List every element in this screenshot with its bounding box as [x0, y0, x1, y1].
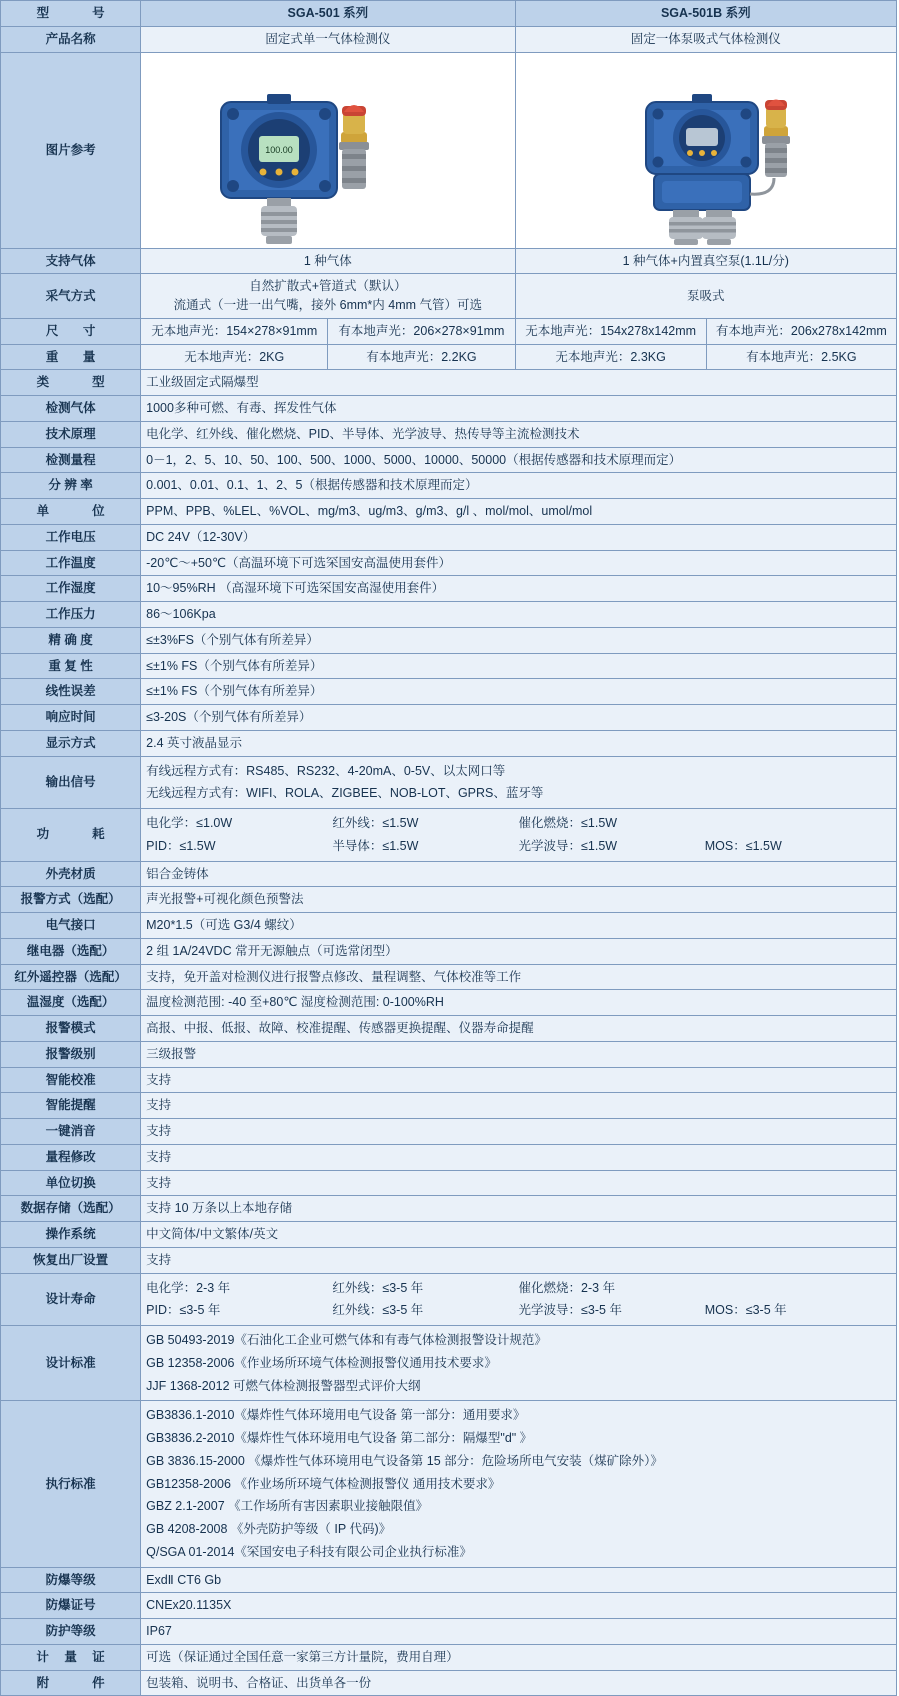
row-label-design-std: 设计标准: [1, 1326, 141, 1401]
relay-value: 2 组 1A/24VDC 常开无源触点（可选常闭型）: [141, 938, 897, 964]
type-value: 工业级固定式隔爆型: [141, 370, 897, 396]
design-std-line-0: GB 50493-2019《石油化工企业可燃气体和有毒气体检测报警设计规范》: [146, 1333, 547, 1347]
device-image-1: [141, 52, 515, 248]
row-label-shell: 外壳材质: [1, 861, 141, 887]
power-item-5: 半导体：≤1.5W: [332, 838, 419, 853]
power-item-1: 红外线：≤1.5W: [332, 816, 419, 830]
linear-value: ≤±1% FS（个别气体有所差异）: [141, 679, 897, 705]
table-row-exec-std: [1, 1401, 897, 1567]
life-item-6: 光学波导：≤3-5 年: [518, 1303, 622, 1318]
sampling-col2: 泵吸式: [515, 274, 896, 319]
sampling-col1-line1: 自然扩散式+管道式（默认）: [249, 279, 407, 294]
row-label-storage: 数据存储（选配）: [1, 1196, 141, 1222]
exec-std-line-0: GB3836.1-2010《爆炸性气体环境用电气设备 第一部分：通用要求》: [146, 1408, 526, 1423]
row-label-voltage: 工作电压: [1, 524, 141, 550]
support-gas-col1: 1 种气体: [141, 248, 515, 274]
row-label-image: 图片参考: [1, 52, 141, 248]
life-item-3: [705, 1277, 891, 1300]
reset-value: 支持: [141, 1247, 897, 1273]
table-row-temp: [1, 550, 897, 576]
table-row-power: [1, 809, 897, 862]
table-row-output: [1, 756, 897, 809]
row-label-relay: 继电器（选配）: [1, 938, 141, 964]
table-row-support-gas: [1, 248, 897, 274]
alarm-mode-value: 高报、中报、低报、故障、校准提醒、传感器更换提醒、仪器寿命提醒: [141, 1016, 897, 1042]
remote-value: 支持，免开盖对检测仪进行报警点修改、量程调整、气体校准等工作: [141, 964, 897, 990]
row-label-pressure: 工作压力: [1, 602, 141, 628]
table-row-shell: [1, 861, 897, 887]
table-row-humidity: [1, 576, 897, 602]
model-col1: SGA-501 系列: [141, 1, 515, 27]
table-row-meter-cert: [1, 1644, 897, 1670]
life-item-1: 红外线：≤3-5 年: [332, 1280, 424, 1295]
sampling-col1: [141, 274, 515, 319]
output-line1: 有线远程方式有：RS485、RS232、4-20mA、0-5V、以太网口等: [146, 763, 506, 778]
life-grid: [146, 1277, 891, 1323]
table-row-mute: [1, 1119, 897, 1145]
humidity-value: 10～95%RH （高湿环境下可选罙国安高湿使用套件）: [141, 576, 897, 602]
power-value: [141, 809, 897, 862]
row-label-response: 响应时间: [1, 705, 141, 731]
exec-std-line-1: GB3836.2-2010《爆炸性气体环境用电气设备 第二部分：隔爆型"d" 》: [146, 1431, 533, 1445]
row-label-range: 检测量程: [1, 447, 141, 473]
unit-value: PPM、PPB、%LEL、%VOL、mg/m3、ug/m3、g/m3、g/l 、mol/mol、umol/mol: [141, 499, 897, 525]
svg-text:100.00: 100.00: [265, 144, 293, 155]
row-label-linear: 线性误差: [1, 679, 141, 705]
table-row-remote: [1, 964, 897, 990]
power-item-2: 催化燃烧：≤1.5W: [518, 816, 618, 830]
row-label-smart-remind: 智能提醒: [1, 1093, 141, 1119]
table-row-design-std: [1, 1326, 897, 1401]
size-c4: 有本地声光：206x278x142mm: [706, 318, 896, 344]
product-name-col2: 固定一体泵吸式气体检测仪: [515, 26, 896, 52]
row-label-temp: 工作温度: [1, 550, 141, 576]
table-row-life: [1, 1273, 897, 1326]
product-name-col1: 固定式单一气体检测仪: [141, 26, 515, 52]
row-label-alarm-way: 报警方式（选配）: [1, 887, 141, 913]
table-row-display: [1, 730, 897, 756]
table-row-model: [1, 1, 897, 27]
life-item-5: 红外线：≤3-5 年: [332, 1303, 424, 1318]
model-col2: SGA-501B 系列: [515, 1, 896, 27]
design-std-value: [141, 1326, 897, 1401]
output-line2: 无线远程方式有：WIFI、ROLA、ZIGBEE、NOB-LOT、GPRS、蓝牙等: [146, 786, 544, 801]
row-label-resolution: 分 辨 率: [1, 473, 141, 499]
table-row-pressure: [1, 602, 897, 628]
power-item-0: 电化学：≤1.0W: [146, 816, 233, 830]
shell-value: 铝合金铸体: [141, 861, 897, 887]
ip-level-value: IP67: [141, 1619, 897, 1645]
life-item-2: 催化燃烧：2-3 年: [518, 1280, 616, 1295]
output-value: [141, 756, 897, 809]
table-row-unit: [1, 499, 897, 525]
smart-remind-value: 支持: [141, 1093, 897, 1119]
table-row-sampling: [1, 274, 897, 319]
unit-switch-value: 支持: [141, 1170, 897, 1196]
range-mod-value: 支持: [141, 1144, 897, 1170]
row-label-detect-gas: 检测气体: [1, 396, 141, 422]
accuracy-value: ≤±3%FS（个别气体有所差异）: [141, 627, 897, 653]
table-row-accessory: [1, 1670, 897, 1696]
row-label-humidity: 工作湿度: [1, 576, 141, 602]
row-label-display: 显示方式: [1, 730, 141, 756]
os-value: 中文简体/中文繁体/英文: [141, 1222, 897, 1248]
row-label-weight: 重 量: [1, 344, 141, 370]
weight-c2: 有本地声光：2.2KG: [328, 344, 515, 370]
alarm-level-value: 三级报警: [141, 1041, 897, 1067]
table-row-response: [1, 705, 897, 731]
row-label-exec-std: 执行标准: [1, 1401, 141, 1567]
size-c1: 无本地声光：154×278×91mm: [141, 318, 328, 344]
table-row-type: [1, 370, 897, 396]
row-label-alarm-level: 报警级别: [1, 1041, 141, 1067]
ex-cert-value: CNEx20.1135X: [141, 1593, 897, 1619]
table-row-size: [1, 318, 897, 344]
table-row-temp-hum: [1, 990, 897, 1016]
row-label-ip-level: 防护等级: [1, 1619, 141, 1645]
voltage-value: DC 24V（12-30V）: [141, 524, 897, 550]
sampling-col1-line2: 流通式（一进一出气嘴，接外 6mm*内 4mm 气管）可选: [173, 298, 483, 312]
exec-std-value: [141, 1401, 897, 1567]
table-row-voltage: [1, 524, 897, 550]
life-value: [141, 1273, 897, 1326]
table-row-unit-switch: [1, 1170, 897, 1196]
row-label-accessory: 附 件: [1, 1670, 141, 1696]
table-row-principle: [1, 421, 897, 447]
row-label-mute: 一键消音: [1, 1119, 141, 1145]
table-row-alarm-way: [1, 887, 897, 913]
table-row-accuracy: [1, 627, 897, 653]
meter-cert-value: 可选（保证通过全国任意一家第三方计量院，费用自理）: [141, 1644, 897, 1670]
table-row-product-name: [1, 26, 897, 52]
alarm-way-value: 声光报警+可视化颜色预警法: [141, 887, 897, 913]
row-label-os: 操作系统: [1, 1222, 141, 1248]
row-label-meter-cert: 计 量 证: [1, 1644, 141, 1670]
exec-std-line-2: GB 3836.15-2000 《爆炸性气体环境用电气设备第 15 部分：危险场所电气安装（煤矿除外）》: [146, 1453, 663, 1468]
row-label-remote: 红外遥控器（选配）: [1, 964, 141, 990]
row-label-ex-cert: 防爆证号: [1, 1593, 141, 1619]
table-row-smart-cal: [1, 1067, 897, 1093]
table-row-alarm-level: [1, 1041, 897, 1067]
temp-value: -20℃～+50℃（高温环境下可选罙国安高温使用套件）: [141, 550, 897, 576]
table-row-detect-gas: [1, 396, 897, 422]
storage-value: 支持 10 万条以上本地存储: [141, 1196, 897, 1222]
row-label-repeat: 重 复 性: [1, 653, 141, 679]
row-label-unit-switch: 单位切换: [1, 1170, 141, 1196]
table-row-repeat: [1, 653, 897, 679]
accessory-value: 包装箱、说明书、合格证、出货单各一份: [141, 1670, 897, 1696]
exec-std-line-4: GBZ 2.1-2007 《工作场所有害因素职业接触限值》: [146, 1499, 429, 1514]
row-label-alarm-mode: 报警模式: [1, 1016, 141, 1042]
principle-value: 电化学、红外线、催化燃烧、PID、半导体、光学波导、热传导等主流检测技术: [141, 421, 897, 447]
row-label-life: 设计寿命: [1, 1273, 141, 1326]
table-row-image: [1, 52, 897, 248]
row-label-smart-cal: 智能校准: [1, 1067, 141, 1093]
row-label-support-gas: 支持气体: [1, 248, 141, 274]
size-c2: 有本地声光：206×278×91mm: [328, 318, 515, 344]
table-row-ip-level: [1, 1619, 897, 1645]
table-row-range: [1, 447, 897, 473]
row-label-size: 尺 寸: [1, 318, 141, 344]
table-row-alarm-mode: [1, 1016, 897, 1042]
row-label-ex-level: 防爆等级: [1, 1567, 141, 1593]
row-label-unit: 单 位: [1, 499, 141, 525]
exec-std-line-6: Q/SGA 01-2014《罙国安电子科技有限公司企业执行标准》: [146, 1544, 472, 1559]
design-std-line-1: GB 12358-2006《作业场所环境气体检测报警仪通用技术要求》: [146, 1355, 497, 1370]
table-row-linear: [1, 679, 897, 705]
row-label-output: 输出信号: [1, 756, 141, 809]
range-value: 0－1，2、5、10、50、100、500、1000、5000、10000、50000（根据传感器和技术原理而定）: [141, 447, 897, 473]
life-item-4: PID：≤3-5 年: [146, 1303, 221, 1318]
table-row-resolution: [1, 473, 897, 499]
power-grid: [146, 812, 891, 858]
table-row-electrical: [1, 913, 897, 939]
table-row-range-mod: [1, 1144, 897, 1170]
table-row-weight: [1, 344, 897, 370]
table-row-os: [1, 1222, 897, 1248]
mute-value: 支持: [141, 1119, 897, 1145]
row-label-sampling: 采气方式: [1, 274, 141, 319]
power-item-3: [705, 812, 891, 835]
repeat-value: ≤±1% FS（个别气体有所差异）: [141, 653, 897, 679]
row-label-principle: 技术原理: [1, 421, 141, 447]
pump-gas-detector-icon: [536, 54, 876, 247]
exec-std-line-3: GB12358-2006 《作业场所环境气体检测报警仪 通用技术要求》: [146, 1476, 501, 1491]
support-gas-col2: 1 种气体+内置真空泵(1.1L/分): [515, 248, 896, 274]
row-label-model: 型 号: [1, 1, 141, 27]
power-item-4: PID：≤1.5W: [146, 838, 216, 853]
table-row-ex-cert: [1, 1593, 897, 1619]
electrical-value: M20*1.5（可选 G3/4 螺纹）: [141, 913, 897, 939]
smart-cal-value: 支持: [141, 1067, 897, 1093]
row-label-power: 功 耗: [1, 809, 141, 862]
table-row-smart-remind: [1, 1093, 897, 1119]
power-item-7: MOS：≤1.5W: [704, 838, 782, 853]
weight-c4: 有本地声光：2.5KG: [706, 344, 896, 370]
detect-gas-value: 1000多种可燃、有毒、挥发性气体: [141, 396, 897, 422]
row-label-temp-hum: 温湿度（选配）: [1, 990, 141, 1016]
weight-c3: 无本地声光：2.3KG: [515, 344, 706, 370]
design-std-line-2: JJF 1368-2012 可燃气体检测报警器型式评价大纲: [146, 1378, 421, 1393]
exec-std-line-5: GB 4208-2008 《外壳防护等级（ IP 代码)》: [146, 1522, 392, 1536]
row-label-electrical: 电气接口: [1, 913, 141, 939]
temp-hum-value: 温度检测范围: -40 至+80℃ 湿度检测范围: 0-100%RH: [141, 990, 897, 1016]
table-row-ex-level: [1, 1567, 897, 1593]
table-row-storage: [1, 1196, 897, 1222]
row-label-accuracy: 精 确 度: [1, 627, 141, 653]
table-row-relay: [1, 938, 897, 964]
power-item-6: 光学波导：≤1.5W: [518, 838, 618, 853]
row-label-type: 类 型: [1, 370, 141, 396]
device-image-2: [515, 52, 896, 248]
size-c3: 无本地声光：154x278x142mm: [515, 318, 706, 344]
display-value: 2.4 英寸液晶显示: [141, 730, 897, 756]
row-label-range-mod: 量程修改: [1, 1144, 141, 1170]
resolution-value: 0.001、0.01、0.1、1、2、5（根据传感器和技术原理而定）: [141, 473, 897, 499]
response-value: ≤3-20S（个别气体有所差异）: [141, 705, 897, 731]
life-item-7: MOS：≤3-5 年: [704, 1303, 787, 1318]
ex-level-value: ExdⅡ CT6 Gb: [141, 1567, 897, 1593]
weight-c1: 无本地声光：2KG: [141, 344, 328, 370]
gas-detector-icon: [163, 54, 493, 247]
row-label-reset: 恢复出厂设置: [1, 1247, 141, 1273]
table-row-reset: [1, 1247, 897, 1273]
pressure-value: 86～106Kpa: [141, 602, 897, 628]
life-item-0: 电化学：2-3 年: [146, 1280, 231, 1295]
row-label-product-name: 产品名称: [1, 26, 141, 52]
